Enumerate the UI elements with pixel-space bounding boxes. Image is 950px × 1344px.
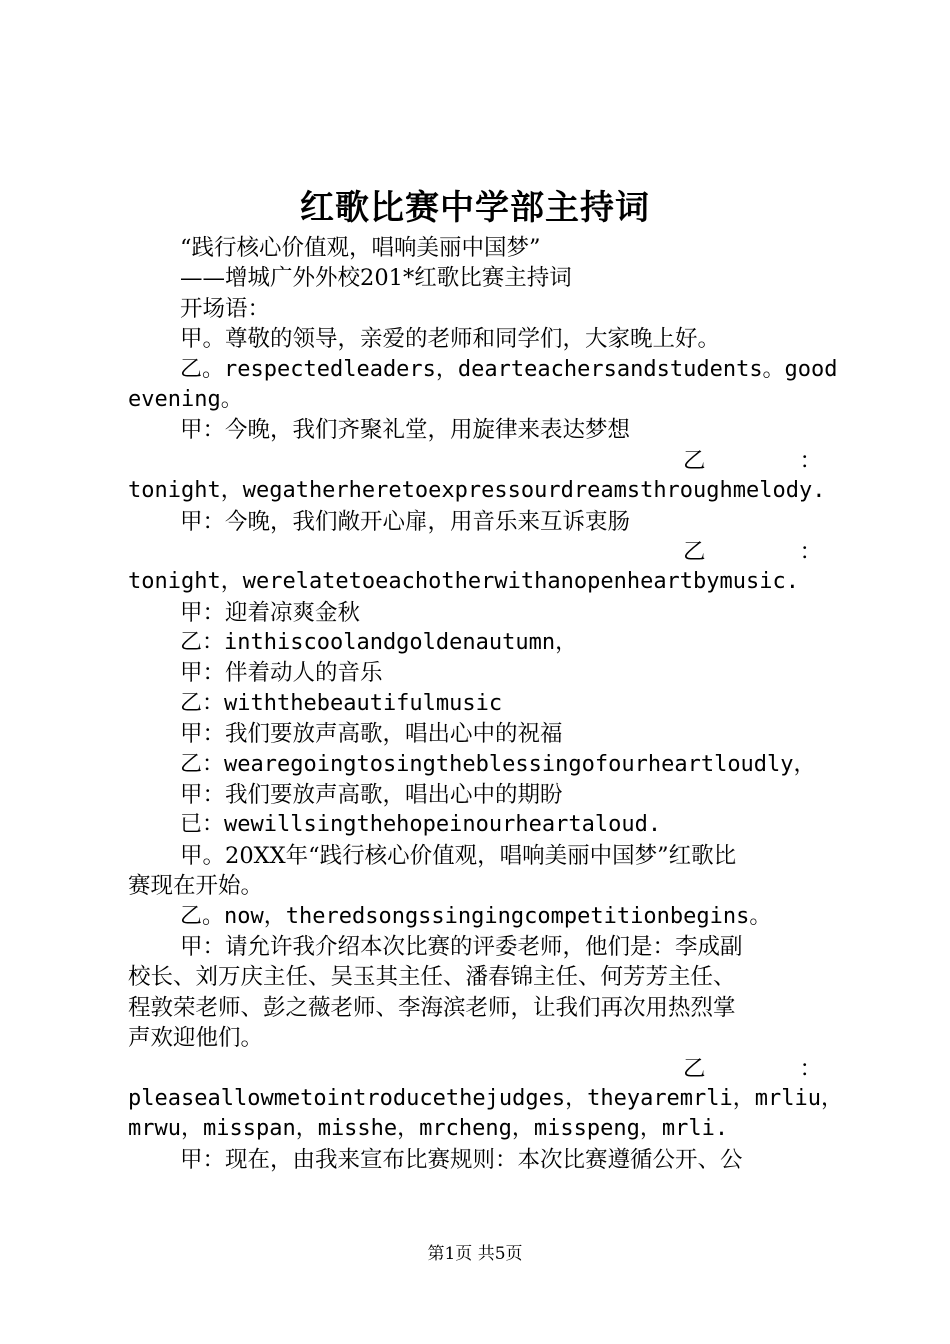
speaker-label-line <box>128 537 830 567</box>
speaker-label-line <box>128 446 830 476</box>
document-title: 红歌比赛中学部主持词 <box>300 188 650 228</box>
script-line: 甲。20XX年“践行核心价值观，唱响美丽中国梦”红歌比 <box>180 842 737 869</box>
script-line: 甲：我们要放声高歌，唱出心中的期盼 <box>180 782 563 809</box>
script-line: tonight，werelatetoeachotherwithanopenheartbymusic. <box>128 569 800 595</box>
speaker-label-line <box>128 1054 830 1084</box>
script-line: 甲。尊敬的领导，亲爱的老师和同学们，大家晚上好。 <box>180 326 721 353</box>
script-line: 甲：迎着凉爽金秋 <box>180 599 361 626</box>
script-line: pleaseallowmetointroducethejudges，theyaremrli，mrliu， <box>128 1085 844 1111</box>
script-line: 甲：今晚，我们齐聚礼堂，用旋律来表达梦想 <box>180 417 631 444</box>
script-line: 甲：伴着动人的音乐 <box>180 660 383 687</box>
subtitle-line: “践行核心价值观，唱响美丽中国梦” <box>180 235 541 261</box>
script-line: 甲：请允许我介绍本次比赛的评委老师，他们是：李成副 <box>180 933 743 960</box>
script-line: 已：wewillsingthehopeinourheartaloud. <box>180 812 662 838</box>
script-line: 乙：withthebeautifulmusic <box>180 690 503 716</box>
script-line: mrwu，misspan，misshe，mrcheng，misspeng，mrli. <box>128 1116 729 1142</box>
subtitle-line: ——增城广外外校201*红歌比赛主持词 <box>180 265 572 292</box>
speaker-colon: ： <box>799 538 822 565</box>
script-line: 校长、刘万庆主任、吴玉其主任、潘春锦主任、何芳芳主任、 <box>128 964 736 991</box>
script-line: 甲：我们要放声高歌，唱出心中的祝福 <box>180 721 563 748</box>
section-heading: 开场语： <box>180 295 271 322</box>
script-line: 声欢迎他们。 <box>128 1025 264 1052</box>
script-line: 乙：inthiscoolandgoldenautumn， <box>180 630 578 656</box>
script-line: 乙。now，theredsongssingingcompetitionbegins。 <box>180 903 772 929</box>
script-line: 乙。respectedleaders，dearteachersandstudents。good <box>180 356 838 382</box>
script-line: 程敦荣老师、彭之薇老师、李海滨老师，让我们再次用热烈掌 <box>128 994 736 1021</box>
speaker-colon: ： <box>799 1055 822 1082</box>
speaker-label: 乙 <box>683 538 706 565</box>
script-line: 乙：wearegoingtosingtheblessingofourheartloudly， <box>180 751 816 777</box>
script-line: tonight，wegatherheretoexpressourdreamsthroughmelody. <box>128 478 826 504</box>
speaker-colon: ： <box>799 447 822 474</box>
script-line: 赛现在开始。 <box>128 873 264 900</box>
page-indicator: 第1页 共5页 <box>427 1244 523 1264</box>
script-line: 甲：现在，由我来宣布比赛规则：本次比赛遵循公开、公 <box>180 1146 743 1173</box>
document-body <box>128 233 844 1175</box>
speaker-label: 乙 <box>683 1055 706 1082</box>
speaker-label: 乙 <box>683 447 706 474</box>
script-line: 甲：今晚，我们敞开心扉，用音乐来互诉衷肠 <box>180 508 631 535</box>
script-line: evening。 <box>128 386 243 412</box>
